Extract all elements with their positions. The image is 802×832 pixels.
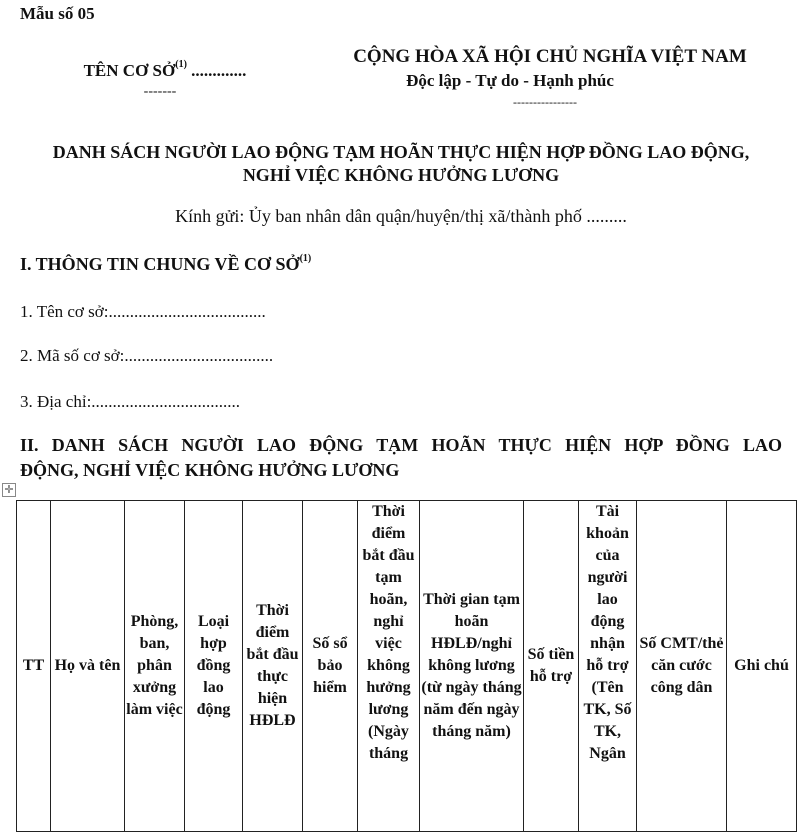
nation-motto: Độc lập - Tự do - Hạnh phúc bbox=[406, 71, 614, 90]
section-2-heading bbox=[20, 433, 782, 483]
move-handle-icon[interactable]: ✛ bbox=[2, 483, 16, 497]
column-header-department: Phòng, ban, phân xưởng làm việc bbox=[125, 501, 185, 832]
recipient-line: Kính gửi: Ủy ban nhân dân quận/huyện/thị xã/thành phố ......... bbox=[175, 206, 627, 226]
section-1-heading bbox=[20, 254, 311, 275]
column-header-bank-account: Tài khoản của người lao động nhận hỗ trợ (Tên TK, Số TK, Ngân bbox=[579, 501, 637, 832]
org-name-dots: ............. bbox=[186, 61, 247, 80]
column-header-tt: TT bbox=[17, 501, 51, 832]
nation-title: CỘNG HÒA XÃ HỘI CHỦ NGHĨA VIỆT NAM bbox=[353, 46, 747, 67]
section-2-heading-line-2: ĐỘNG, NGHỈ VIỆC KHÔNG HƯỞNG LƯƠNG bbox=[20, 460, 400, 480]
document-title-line-1: DANH SÁCH NGƯỜI LAO ĐỘNG TẠM HOÃN THỰC HIỆN HỢP ĐỒNG LAO ĐỘNG, bbox=[52, 142, 750, 162]
employee-list-table bbox=[16, 500, 797, 832]
section-2-heading-line-1: II. DANH SÁCH NGƯỜI LAO ĐỘNG TẠM HOÃN THỰC HIỆN HỢP ĐỒNG LAO bbox=[20, 435, 782, 455]
column-header-suspension-start: Thời điểm bắt đầu tạm hoãn, nghỉ việc không hưởng lương (Ngày tháng bbox=[358, 501, 420, 832]
column-header-insurance-book: Số sổ bảo hiểm bbox=[303, 501, 358, 832]
document-title bbox=[0, 141, 802, 187]
column-header-suspension-period: Thời gian tạm hoãn HĐLĐ/nghỉ không lương (từ ngày tháng năm đến ngày tháng năm) bbox=[420, 501, 524, 832]
column-header-contract-start: Thời điểm bắt đầu thực hiện HĐLĐ bbox=[243, 501, 303, 832]
column-header-support-amount: Số tiền hỗ trợ bbox=[524, 501, 579, 832]
motto-underline: ---------------- bbox=[513, 95, 577, 109]
column-header-contract-type: Loại hợp đồng lao động bbox=[185, 501, 243, 832]
column-header-full-name: Họ và tên bbox=[51, 501, 125, 832]
column-header-id-card: Số CMT/thẻ căn cước công dân bbox=[637, 501, 727, 832]
org-name-text: TÊN CƠ SỞ bbox=[83, 61, 176, 80]
field-facility-name: 1. Tên cơ sở:..................................... bbox=[20, 302, 266, 321]
section-1-footnote: (1) bbox=[299, 253, 312, 264]
field-facility-code: 2. Mã số cơ sở:................................... bbox=[20, 346, 274, 365]
org-name-label bbox=[60, 61, 270, 81]
org-name-underline: ------- bbox=[143, 84, 177, 99]
form-number: Mẫu số 05 bbox=[20, 4, 95, 23]
column-header-notes: Ghi chú bbox=[727, 501, 797, 832]
section-1-heading-text: I. THÔNG TIN CHUNG VỀ CƠ SỞ bbox=[20, 254, 300, 274]
document-title-line-2: NGHỈ VIỆC KHÔNG HƯỞNG LƯƠNG bbox=[242, 165, 560, 185]
field-address: 3. Địa chỉ:................................... bbox=[20, 392, 241, 411]
org-name-footnote: (1) bbox=[175, 59, 187, 71]
table-header-row bbox=[17, 501, 797, 832]
